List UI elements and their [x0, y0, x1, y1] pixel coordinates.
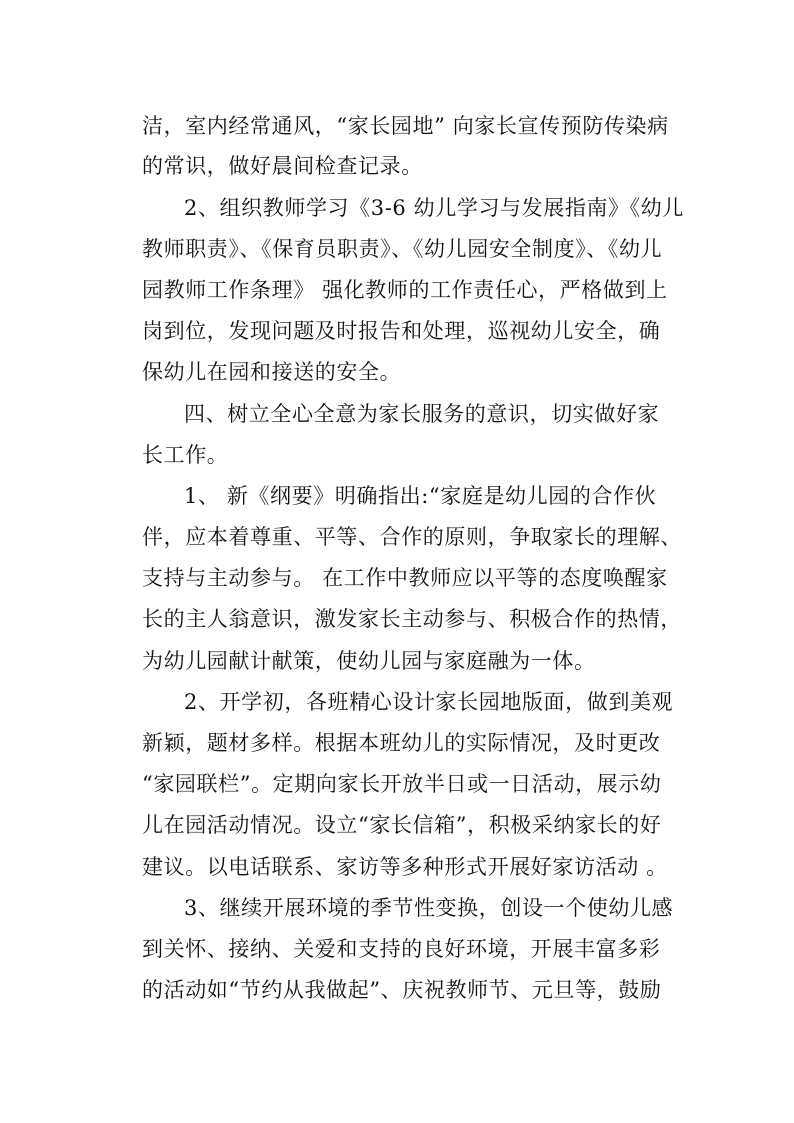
text-line-19: 建议。以电话联系、家访等多种形式开展好家访活动 。: [142, 855, 668, 879]
text-line-1: 洁，室内经常通风，“家长园地” 向家长宣传预防传染病: [142, 114, 669, 138]
text-line-22: 的活动如“节约从我做起”、庆祝教师节、元旦等，鼓励: [142, 978, 662, 1002]
text-line-14: 为幼儿园献计献策，使幼儿园与家庭融为一体。: [142, 649, 596, 673]
text-line-2: 的常识，做好晨间检查记录。: [142, 154, 423, 178]
text-line-16: 新颖，题材多样。根据本班幼儿的实际情况，及时更改: [142, 731, 661, 755]
text-line-21: 到关怀、接纳、关爱和支持的良好环境，开展丰富多彩: [142, 937, 661, 961]
text-line-3: 2、组织教师学习《3-6 幼儿学习与发展指南》《幼儿: [184, 196, 684, 220]
text-line-17: “家园联栏”。定期向家长开放半日或一日活动，展示幼: [142, 772, 662, 796]
text-line-8: 四、树立全心全意为家长服务的意识，切实做好家: [184, 402, 660, 426]
text-line-12: 支持与主动参与。 在工作中教师应以平等的态度唤醒家: [142, 566, 668, 590]
text-line-18: 儿在园活动情况。设立“家长信箱”，积极采纳家长的好: [142, 813, 662, 837]
text-line-20: 3、继续开展环境的季节性变换，创设一个使幼儿感: [184, 896, 674, 920]
text-line-13: 长的主人翁意识，激发家长主动参与、积极合作的热情，: [142, 607, 682, 631]
text-line-7: 保幼儿在园和接送的安全。: [142, 360, 402, 384]
text-line-10: 1、 新《纲要》明确指出:“家庭是幼儿园的合作伙: [184, 484, 657, 508]
text-line-9: 长工作。: [142, 443, 229, 467]
text-line-6: 岗到位，发现问题及时报告和处理，巡视幼儿安全，确: [142, 319, 661, 343]
text-line-5: 园教师工作条理》 强化教师的工作责任心，严格做到上: [142, 278, 668, 302]
text-line-15: 2、开学初，各班精心设计家长园地版面，做到美观: [184, 690, 674, 714]
text-line-4: 教师职责》、《保育员职责》、《幼儿园安全制度》、《幼儿: [142, 237, 663, 261]
text-line-11: 伴，应本着尊重、平等、合作的原则，争取家长的理解、: [142, 525, 682, 549]
